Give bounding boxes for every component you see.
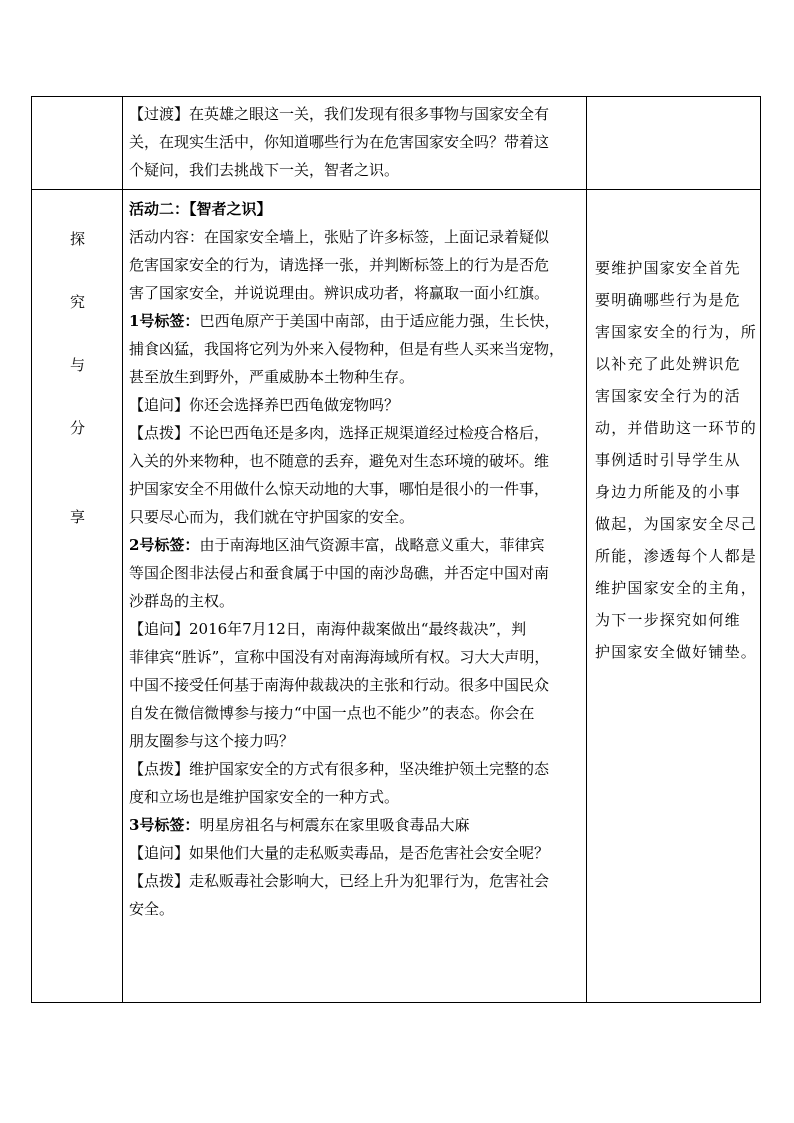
note-line: 做起，为国家安全尽己 [595,515,758,533]
hint-3-line: 安全。 [129,900,175,918]
note-line: 要维护国家安全首先 [595,259,741,277]
question-2-line: 【追问】2016年7月12日，南海仲裁案做出“最终裁决”，判 [129,620,527,638]
activity-content-line: 害了国家安全，并说说理由。辨识成功者，将赢取一面小红旗。 [129,284,550,302]
hint-3-line: 【点拨】走私贩毒社会影响大，已经上升为犯罪行为，危害社会 [129,872,550,890]
note-line: 为下一步探究如何维 [595,611,741,629]
question-2-line: 朋友圈参与这个接力吗？ [129,732,295,750]
activity-title: 活动二：【智者之识】 [129,200,272,218]
question-2-line: 中国不接受任何基于南海仲裁裁决的主张和行动。很多中国民众 [129,676,550,694]
tag1-line: 甚至放生到野外，严重威胁本土物种生存。 [129,368,415,386]
lesson-table [31,96,761,1003]
transition-line: 个疑问，我们去挑战下一关，智者之识。 [129,161,400,179]
note-line: 害国家安全的行为，所 [595,323,758,341]
tag3-head: 3号标签： [129,816,200,834]
design-note [595,252,758,668]
column-divider [586,97,587,1002]
hint-2-line: 度和立场也是维护国家安全的一种方式。 [129,788,400,806]
tag2-text: 由于南海地区油气资源丰富，战略意义重大，菲律宾 [199,536,545,554]
row-divider [32,189,760,190]
tag1-line [129,307,581,335]
hint-2-line: 【点拨】维护国家安全的方式有很多种，坚决维护领土完整的态 [129,760,550,778]
transition-line: 【过渡】在英雄之眼这一关，我们发现有很多事物与国家安全有 [129,105,550,123]
section-label-char: 享 [69,508,85,526]
note-line: 身边力所能及的小事 [595,483,741,501]
note-line: 维护国家安全的主角， [595,579,758,597]
tag3-line [129,811,581,839]
tag2-line: 沙群岛的主权。 [129,592,235,610]
tag3-text: 明星房祖名与柯震东在家里吸食毒品大麻 [199,816,470,834]
note-line: 以补充了此处辨识危 [595,355,741,373]
activity-content-line: 危害国家安全的行为，请选择一张，并判断标签上的行为是否危 [129,256,550,274]
section-label-char: 究 [69,293,85,311]
hint-1-line: 入关的外来物种，也不随意的丢弃，避免对生态环境的破坏。维 [129,452,550,470]
question-1: 【追问】你还会选择养巴西龟做宠物吗？ [129,396,400,414]
tag1-head: 1号标签： [129,312,200,330]
hint-1-line: 【点拨】不论巴西龟还是多肉，选择正规渠道经过检疫合格后， [129,424,550,442]
note-line: 要明确哪些行为是危 [595,291,741,309]
section-label-char: 探 [69,230,85,248]
hint-1-line: 只要尽心而为，我们就在守护国家的安全。 [129,508,415,526]
tag1-text: 巴西龟原产于美国中南部，由于适应能力强，生长快， [199,312,560,330]
transition-cell [123,100,585,184]
transition-line: 关，在现实生活中，你知道哪些行为在危害国家安全吗？带着这 [129,133,550,151]
tag2-head: 2号标签： [129,536,200,554]
activity-cell [123,195,585,923]
note-line: 动，并借助这一环节的 [595,419,758,437]
activity-content-line: 活动内容：在国家安全墙上，张贴了许多标签，上面记录着疑似 [129,228,550,246]
tag2-line: 等国企图非法侵占和蚕食属于中国的南沙岛礁，并否定中国对南 [129,564,550,582]
section-label-char: 与 [69,356,85,374]
note-line: 护国家安全做好铺垫。 [595,643,758,661]
tag2-line [129,531,581,559]
question-3: 【追问】如果他们大量的走私贩卖毒品，是否危害社会安全呢？ [129,844,550,862]
note-line: 害国家安全行为的活 [595,387,741,405]
note-line: 所能，渗透每个人都是 [595,547,758,565]
tag1-line: 捕食凶猛，我国将它列为外来入侵物种，但是有些人买来当宠物， [129,340,565,358]
hint-1-line: 护国家安全不用做什么惊天动地的大事，哪怕是很小的一件事， [129,480,550,498]
question-2-line: 菲律宾“胜诉”，宣称中国没有对南海海域所有权。习大大声明， [129,648,550,666]
question-2-line: 自发在微信微博参与接力“中国一点也不能少”的表态。你会在 [129,704,535,722]
note-line: 事例适时引导学生从 [595,451,741,469]
section-label-char: 分 [69,419,85,437]
